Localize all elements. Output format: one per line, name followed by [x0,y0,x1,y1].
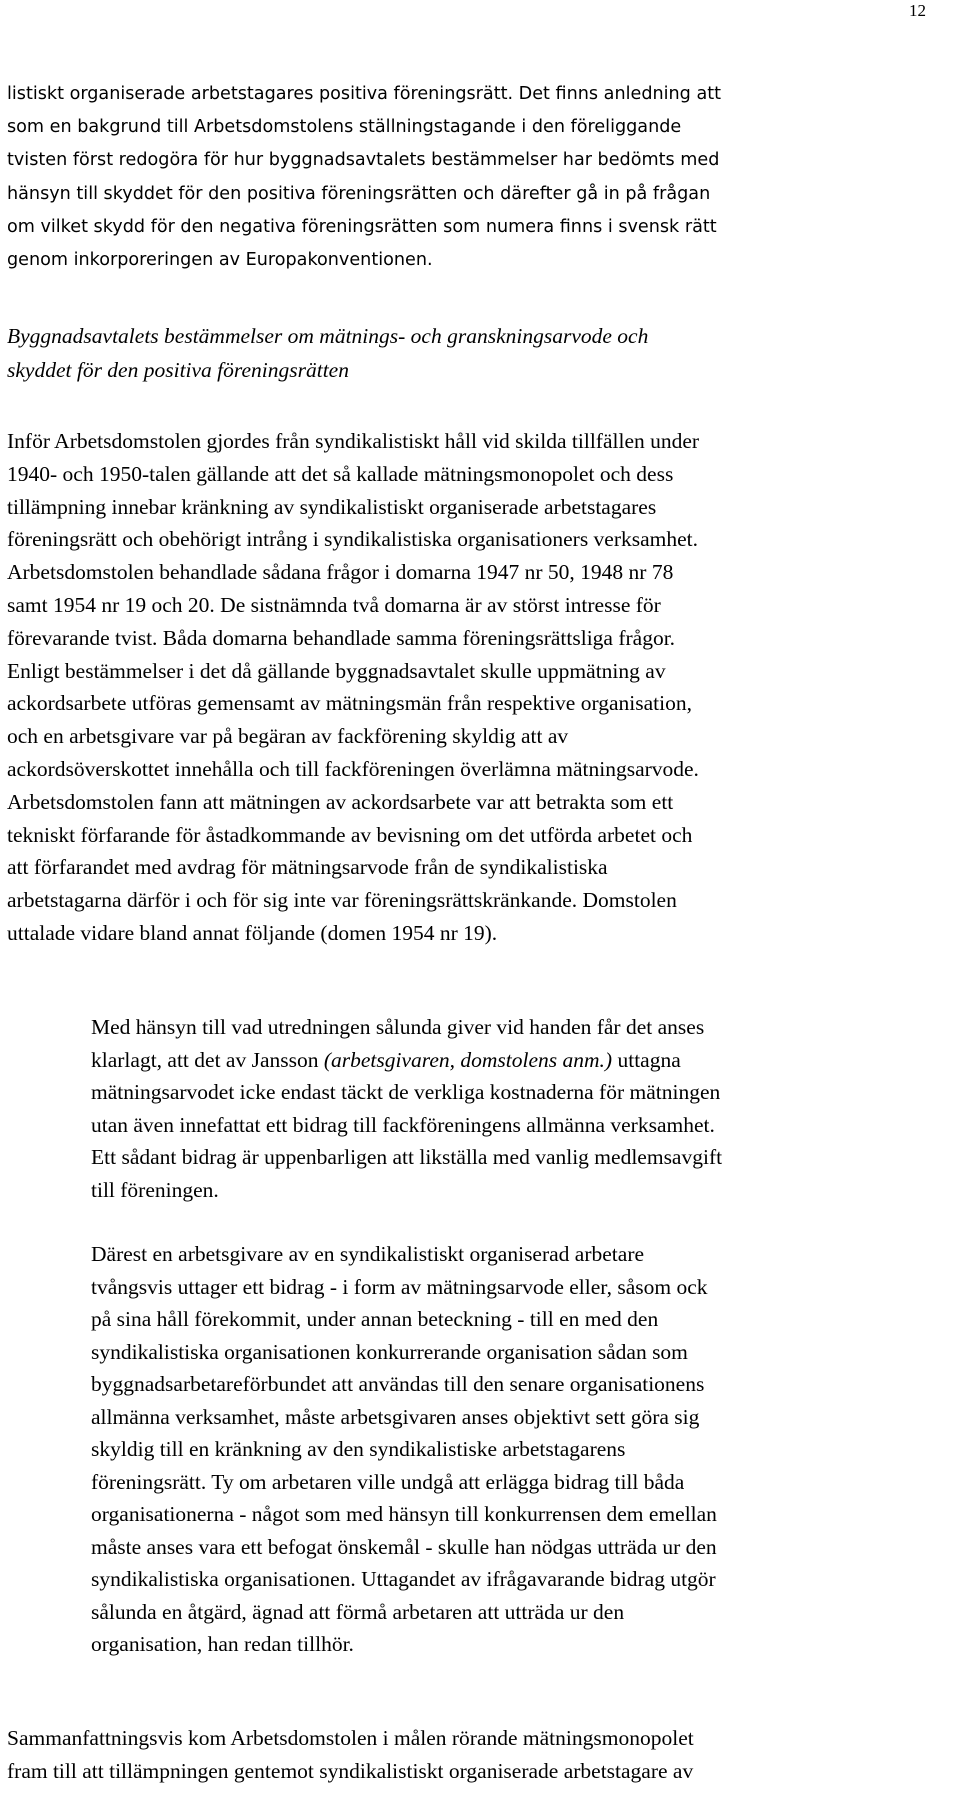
text-line: Arbetsdomstolen behandlade sådana frågor i domarna 1947 nr 50, 1948 nr 78 [7,560,674,585]
quote-line: byggnadsarbetareförbundet att användas till den senare organisationens [91,1372,705,1396]
text-line: Inför Arbetsdomstolen gjordes från syndikalistiskt håll vid skilda tillfällen under [7,429,700,453]
quote-line [91,1044,957,1077]
text-line: förevarande tvist. Båda domarna behandlade samma föreningsrättsliga frågor. [7,625,676,650]
quote-line: tvångsvis uttager ett bidrag - i form av mätningsarvode eller, såsom ock [91,1274,708,1299]
text-line: samt 1954 nr 19 och 20. De sistnämnda två domarna är av störst intresse för [7,592,661,617]
quote-line: organisationerna - något som med hänsyn till konkurrensen dem emellan [91,1502,717,1526]
quote-text: klarlagt, att det av Jansson [91,1047,324,1072]
quote-line: allmänna verksamhet, måste arbetsgivaren anses objektivt sett göra sig [91,1404,700,1429]
text-line: tvisten först redogöra för hur byggnadsavtalets bestämmelser har bedömts med [7,150,720,171]
intro-paragraph [7,78,957,277]
quote-line: på sina håll förekommit, under annan beteckning - till en med den [91,1307,659,1331]
text-line: tillämpning innebar kränkning av syndikalistiskt organiserade arbetstagares [7,494,657,519]
quote-line: syndikalistiska organisationen konkurrerande organisation sådan som [91,1339,688,1364]
editorial-note: (arbetsgivaren, domstolens anm.) [323,1047,613,1072]
text-line: listiskt organiserade arbetstagares positiva föreningsrätt. Det finns anledning att [7,84,722,104]
text-line: uttalade vidare bland annat följande (domen 1954 nr 19). [7,920,498,945]
text-line: Arbetsdomstolen fann att mätningen av ackordsarbete var att betrakta som ett [7,789,674,814]
heading-line: skyddet för den positiva föreningsrätten [7,358,349,382]
quote-text: uttagna [612,1047,681,1072]
text-line: arbetstagarna därför i och för sig inte var föreningsrättskränkande. Domstolen [7,888,677,913]
text-line: fram till att tillämpningen gentemot syndikalistiskt organiserade arbetstagare av [7,1759,694,1783]
quote-line: Ett sådant bidrag är uppenbarligen att likställa med vanlig medlemsavgift [91,1145,723,1169]
text-line: genom inkorporeringen av Europakonventionen. [7,250,433,271]
text-line: föreningsrätt och obehörigt intrång i syndikalistiska organisationers verksamhet. [7,527,699,552]
quote-line: organisation, han redan tillhör. [91,1632,354,1656]
quote-line: måste anses vara ett befogat önskemål - skulle han nödgas utträda ur den [91,1534,717,1559]
text-line: att förfarandet med avdrag för mätningsarvode från de syndikalistiska [7,855,608,880]
quote-line: till föreningen. [91,1177,219,1202]
text-line: hänsyn till skyddet för den positiva föreningsrätten och därefter gå in på frågan [7,183,711,204]
quote-line: Med hänsyn till vad utredningen sålunda giver vid handen får det anses [91,1015,705,1039]
text-line: ackordsöverskottet innehålla och till fackföreningen överlämna mätningsarvode. [7,756,699,781]
text-line: som en bakgrund till Arbetsdomstolens ställningstagande i den föreliggande [7,117,682,138]
text-line: ackordsarbete utföras gemensamt av mätningsmän från respektive organisation, [7,691,692,716]
block-quote-2 [91,1238,957,1661]
quote-line: mätningsarvodet icke endast täckt de verkliga kostnaderna för mätningen [91,1080,721,1104]
text-line: Sammanfattningsvis kom Arbetsdomstolen i målen rörande mätningsmonopolet [7,1726,694,1750]
heading-line: Byggnadsavtalets bestämmelser om mätnings- och granskningsarvode och [7,324,649,348]
page-number: 12 [909,1,926,20]
quote-line: skyldig till en kränkning av den syndikalistiske arbetstagarens [91,1437,626,1461]
text-line: och en arbetsgivare var på begäran av fackförening skyldig att av [7,724,569,749]
closing-paragraph [7,1722,957,1788]
block-quote-1 [91,1011,957,1206]
text-line: 1940- och 1950-talen gällande att det så kallade mätningsmonopolet och dess [7,461,674,486]
quote-line: utan även innefattat ett bidrag till fackföreningens allmänna verksamhet. [91,1112,715,1137]
text-line: Enligt bestämmelser i det då gällande byggnadsavtalet skulle uppmätning av [7,658,666,683]
text-line: om vilket skydd för den negativa föreningsrätten som numera finns i svensk rätt [7,216,717,237]
main-paragraph [7,425,957,950]
quote-line: Därest en arbetsgivare av en syndikalistiskt organiserad arbetare [91,1242,645,1266]
quote-line: föreningsrätt. Ty om arbetaren ville undgå att erlägga bidrag till båda [91,1469,685,1494]
section-heading [7,319,957,387]
text-line: tekniskt förfarande för åstadkommande av bevisning om det utförda arbetet och [7,822,693,847]
quote-line: sålunda en åtgärd, ägnad att förmå arbetaren att utträda ur den [91,1599,625,1624]
quote-line: syndikalistiska organisationen. Uttagandet av ifrågavarande bidrag utgör [91,1567,716,1591]
